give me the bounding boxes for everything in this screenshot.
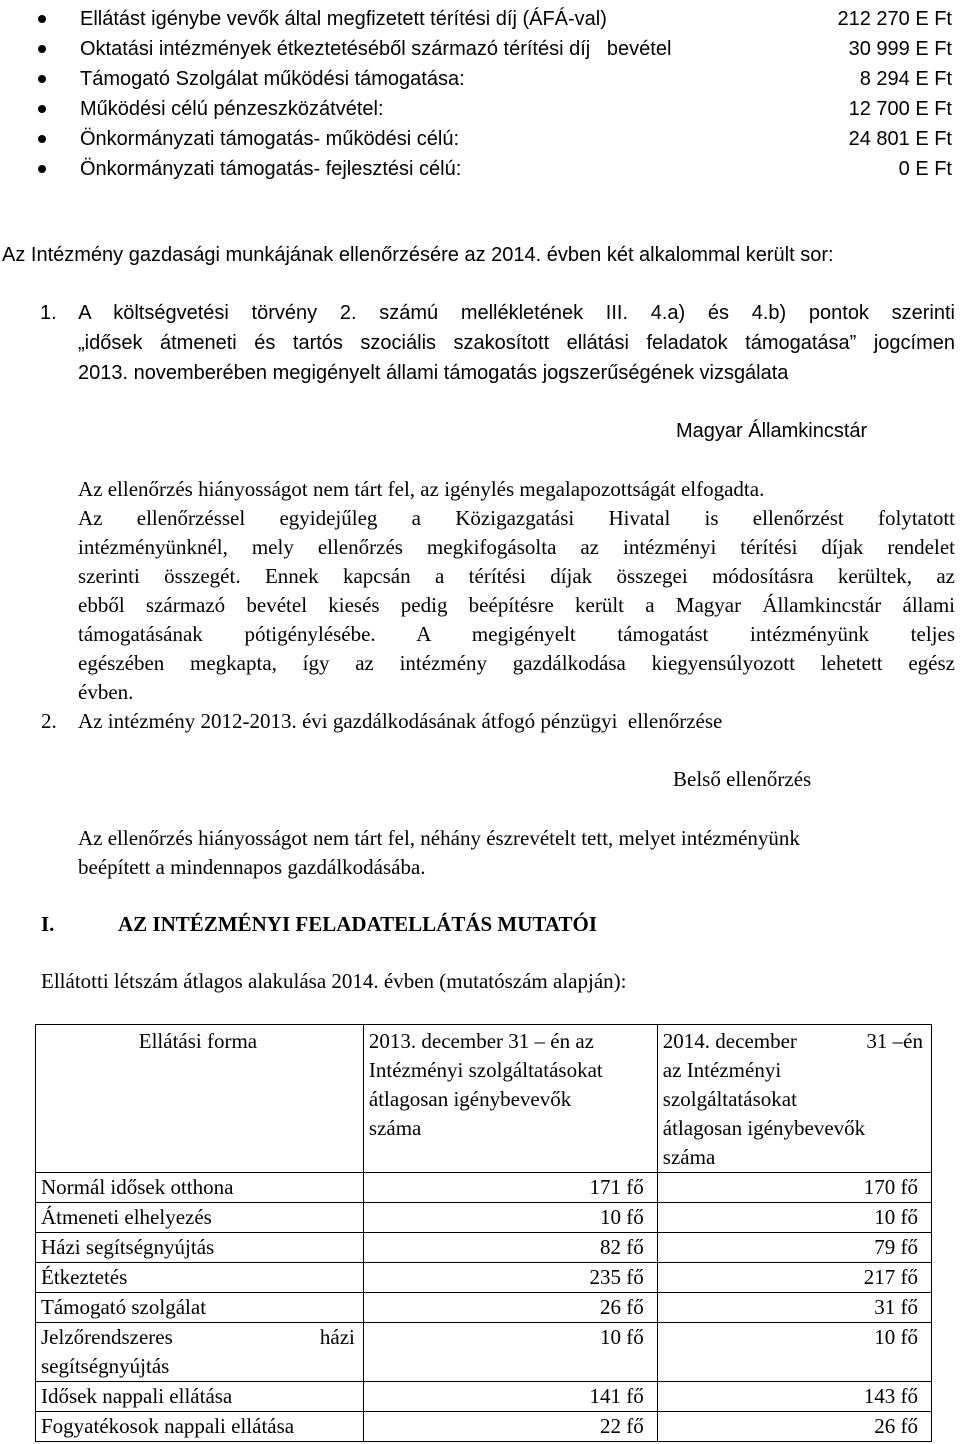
count-2013-cell: 82 fő [363, 1233, 657, 1263]
form-cell: Normál idősek otthona [36, 1173, 364, 1203]
audit1-line3: 2013. novemberében megigényelt állami támogatás jogszerűségének vizsgálata [78, 362, 789, 384]
table-caption: Ellátotti létszám átlagos alakulása 2014. évben (mutatószám alapján): [41, 969, 627, 993]
table-row [36, 1173, 932, 1203]
income-amount: 8 294 E Ft [859, 68, 952, 90]
form-cell: Idősek nappali ellátása [36, 1382, 364, 1412]
audit1-line1: 1. A költségvetési törvény 2. számú mellékletének III. 4.a) és 4.b) pontok szerinti [40, 302, 955, 324]
income-amount: 24 801 E Ft [848, 128, 952, 150]
form-cell [36, 1323, 364, 1382]
header-cell: Ellátási forma [36, 1025, 364, 1173]
bullet-icon [38, 75, 46, 83]
audit1-para-last: évben. [78, 680, 134, 704]
header-line: 2013. december 31 – én az [368, 1029, 594, 1053]
table-header-row [36, 1025, 932, 1173]
income-label: Támogató Szolgálat működési támogatása: [80, 68, 465, 90]
form-cell: Étkeztetés [36, 1263, 364, 1293]
bullet-icon [38, 45, 46, 53]
income-label: Működési célú pénzeszközátvétel: [80, 98, 384, 120]
count-2013-cell: 10 fő [363, 1203, 657, 1233]
audit2-title: Az intézmény 2012-2013. évi gazdálkodásának átfogó pénzügyi ellenőrzése [78, 709, 723, 733]
audit-intro: Az Intézmény gazdasági munkájának ellenőrzésére az 2014. évben két alkalommal került sor: [2, 244, 834, 266]
count-2014-cell: 31 fő [657, 1293, 931, 1323]
audit2-result: beépített a mindennapos gazdálkodásába. [78, 855, 426, 879]
income-amount: 12 700 E Ft [848, 98, 952, 120]
header-line: az Intézményi [662, 1058, 782, 1082]
header-line: száma [368, 1116, 422, 1140]
table-row [36, 1203, 932, 1233]
table-row [36, 1412, 932, 1442]
header-line: Intézményi szolgáltatásokat [368, 1058, 603, 1082]
count-2013-cell: 235 fő [363, 1263, 657, 1293]
bullet-icon [38, 105, 46, 113]
bullet-icon [38, 135, 46, 143]
table-row [36, 1233, 932, 1263]
header-part: 2014. december [662, 1029, 797, 1053]
count-2014-cell: 217 fő [657, 1263, 931, 1293]
income-label: Önkormányzati támogatás- fejlesztési célú: [80, 158, 462, 180]
audit2-number: 2. [41, 709, 57, 733]
header-cell [657, 1025, 931, 1173]
header-line [663, 1027, 923, 1056]
income-label: Ellátást igénybe vevők által megfizetett térítési díj (ÁFÁ-val) [80, 8, 607, 30]
count-2014-cell: 79 fő [657, 1233, 931, 1263]
income-list [0, 4, 960, 184]
form-part: Jelzőrendszeres [41, 1325, 173, 1349]
form-cell: Fogyatékosok nappali ellátása [36, 1412, 364, 1442]
bullet-icon [38, 165, 46, 173]
bullet-icon [38, 15, 46, 23]
count-2014-cell: 10 fő [657, 1203, 931, 1233]
table-row [36, 1263, 932, 1293]
header-line: átlagosan igénybevevők [662, 1116, 866, 1140]
count-2013-cell: 10 fő [363, 1323, 657, 1382]
audit1-line2: „idősek átmeneti és tartós szociális szakosított ellátási feladatok támogatása” jogcímen [78, 332, 955, 354]
section-number: I. [41, 912, 55, 936]
form-line [41, 1323, 355, 1352]
count-2013-cell: 171 fő [363, 1173, 657, 1203]
list-item [0, 4, 960, 34]
form-cell: Házi segítségnyújtás [36, 1233, 364, 1263]
income-amount: 212 270 E Ft [837, 8, 952, 30]
income-amount: 30 999 E Ft [848, 38, 952, 60]
audit2-result: Az ellenőrzés hiányosságot nem tárt fel, néhány észrevételt tett, melyet intézményünk [78, 826, 800, 850]
list-item [0, 124, 960, 154]
list-item [0, 94, 960, 124]
header-line: száma [662, 1145, 716, 1169]
header-line: átlagosan igénybevevők [368, 1087, 572, 1111]
count-2014-cell: 170 fő [657, 1173, 931, 1203]
count-2013-cell: 22 fő [363, 1412, 657, 1442]
table-row [36, 1323, 932, 1382]
form-line: segítségnyújtás [41, 1354, 170, 1378]
audit1-para-line: Az ellenőrzéssel egyidejűleg a Közigazgatási Hivatal is ellenőrzést folytatott [78, 506, 955, 530]
header-part: 31 –én [866, 1029, 923, 1053]
income-label: Önkormányzati támogatás- működési célú: [80, 128, 460, 150]
audit1-para-line: egészében megkapta, így az intézmény gazdálkodása kiegyensúlyozott lehetett egész [78, 651, 955, 675]
audit1-para-line: ebből származó bevétel kiesés pedig beépítésre került a Magyar Államkincstár állami [78, 593, 955, 617]
income-amount: 0 E Ft [898, 158, 952, 180]
list-item [0, 154, 960, 184]
auditor-name: Belső ellenőrzés [673, 767, 812, 791]
header-cell [363, 1025, 657, 1173]
form-cell: Támogató szolgálat [36, 1293, 364, 1323]
audit1-para-line: támogatásának pótigénylésébe. A megigényelt támogatást intézményünk teljes [78, 622, 955, 646]
income-label: Oktatási intézmények étkeztetéséből származó térítési díj bevétel [80, 38, 672, 60]
list-item [0, 64, 960, 94]
section-title: AZ INTÉZMÉNYI FELADATELLÁTÁS MUTATÓI [118, 912, 597, 936]
count-2013-cell: 26 fő [363, 1293, 657, 1323]
auditor-name: Magyar Államkincstár [676, 420, 868, 442]
audit1-para-line: szerinti összegét. Ennek kapcsán a térítési díjak összegei módosításra kerültek, az [78, 564, 955, 588]
header-line: szolgáltatásokat [662, 1087, 797, 1111]
audit1-result: Az ellenőrzés hiányosságot nem tárt fel, az igénylés megalapozottságát elfogadta. [78, 477, 765, 501]
audit1-para-line: intézményünknél, mely ellenőrzés megkifogásolta az intézményi térítési díjak rendelet [78, 535, 955, 559]
count-2014-cell: 143 fő [657, 1382, 931, 1412]
table-row [36, 1382, 932, 1412]
table-row [36, 1293, 932, 1323]
list-item [0, 34, 960, 64]
caseload-table [35, 1024, 932, 1442]
form-part: házi [319, 1325, 355, 1349]
count-2014-cell: 10 fő [657, 1323, 931, 1382]
count-2014-cell: 26 fő [657, 1412, 931, 1442]
count-2013-cell: 141 fő [363, 1382, 657, 1412]
form-cell: Átmeneti elhelyezés [36, 1203, 364, 1233]
